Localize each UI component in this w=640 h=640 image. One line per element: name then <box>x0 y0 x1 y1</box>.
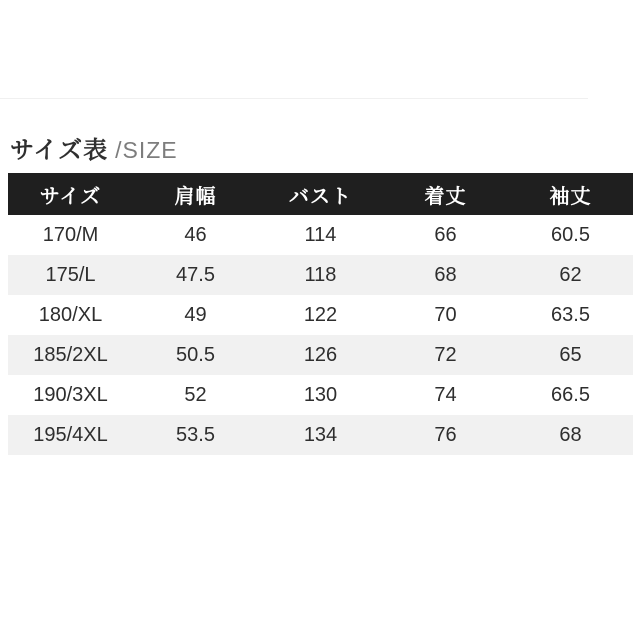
cell-length: 70 <box>434 303 457 326</box>
cell-shoulder: 49 <box>184 303 207 326</box>
cell-shoulder: 46 <box>184 223 207 246</box>
page-title-english: /SIZE <box>115 137 178 163</box>
table-row <box>8 215 633 255</box>
cell-sleeve: 60.5 <box>551 223 590 246</box>
cell-bust: 126 <box>303 343 338 366</box>
header-cell-sleeve: 袖丈 <box>549 185 592 208</box>
cell-length: 76 <box>434 423 457 446</box>
cell-size: 190/3XL <box>33 383 108 406</box>
size-table-head <box>8 173 633 215</box>
cell-size: 170/M <box>42 223 99 246</box>
size-table <box>8 173 633 455</box>
cell-bust: 114 <box>304 223 337 246</box>
cell-bust: 134 <box>303 423 338 446</box>
cell-shoulder: 50.5 <box>176 343 215 366</box>
cell-sleeve: 62 <box>559 263 582 286</box>
table-row <box>8 415 633 455</box>
size-table-body <box>8 215 633 455</box>
cell-sleeve: 65 <box>559 343 582 366</box>
table-row <box>8 375 633 415</box>
cell-sleeve: 68 <box>559 423 582 446</box>
cell-bust: 122 <box>303 303 338 326</box>
page-title <box>10 130 178 165</box>
header-cell-size: サイズ <box>39 185 102 208</box>
cell-sleeve: 66.5 <box>551 383 590 406</box>
table-row <box>8 255 633 295</box>
cell-bust: 118 <box>304 263 337 286</box>
table-row <box>8 295 633 335</box>
cell-length: 66 <box>434 223 457 246</box>
cell-length: 72 <box>434 343 457 366</box>
cell-shoulder: 53.5 <box>176 423 215 446</box>
cell-length: 74 <box>434 383 457 406</box>
top-divider <box>0 98 588 99</box>
cell-length: 68 <box>434 263 457 286</box>
header-cell-length: 着丈 <box>424 185 467 208</box>
header-cell-shoulder: 肩幅 <box>174 185 217 208</box>
cell-size: 175/L <box>45 263 96 286</box>
page-title-japanese: サイズ表 <box>10 137 109 164</box>
header-cell-bust: バスト <box>289 185 352 208</box>
cell-size: 180/XL <box>38 303 103 326</box>
table-row <box>8 335 633 375</box>
header-row <box>8 173 633 215</box>
cell-shoulder: 47.5 <box>176 263 215 286</box>
cell-shoulder: 52 <box>184 383 207 406</box>
cell-size: 185/2XL <box>33 343 108 366</box>
cell-size: 195/4XL <box>33 423 108 446</box>
cell-bust: 130 <box>303 383 338 406</box>
cell-sleeve: 63.5 <box>551 303 590 326</box>
